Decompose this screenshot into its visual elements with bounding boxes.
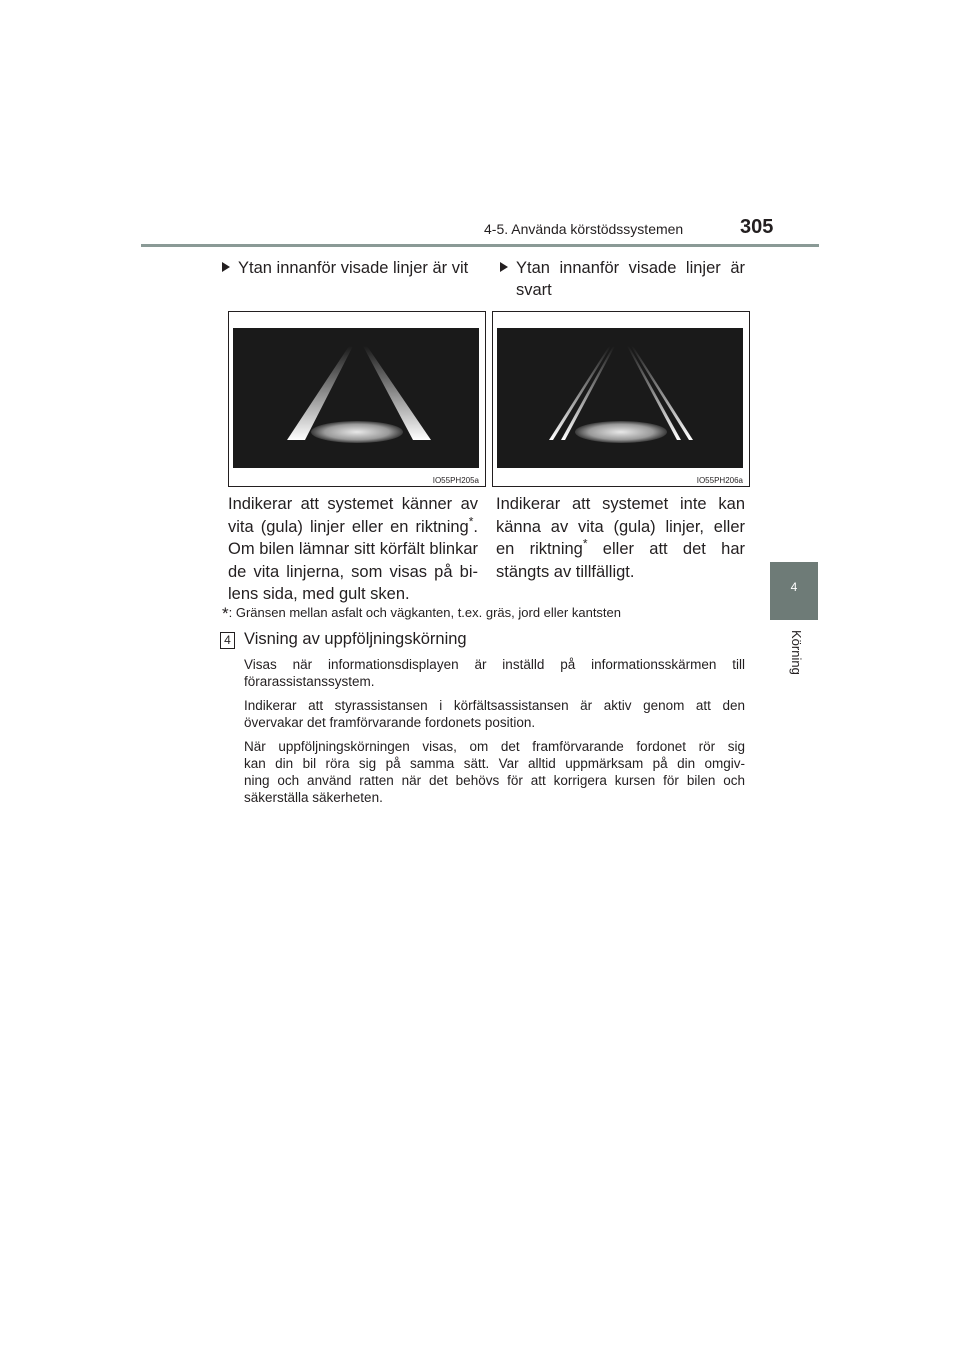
left-description: Indikerar att systemet känner av vita (gula) linjer eller en riktning*. Om bilen lämnar sitt körfält blinkar de vita linjerna, som visas på bi- lens sida, med gult sken. [228, 495, 478, 603]
left-figure-white-lines [228, 311, 486, 487]
right-figure-black-lines [492, 311, 750, 487]
right-column-heading: Ytan innanför visade linjer är svart [500, 257, 745, 301]
triangle-bullet-icon [500, 262, 508, 272]
left-column-heading: Ytan innanför visade linjer är vit [222, 257, 484, 279]
figure-code: IO55PH206a [696, 476, 743, 485]
footnote-marker: * [582, 536, 588, 551]
header-divider [141, 244, 819, 247]
chapter-label: Körning [789, 630, 804, 675]
lane-display-white-illustration [229, 312, 485, 486]
footnote: *: Gränsen mellan asfalt och vägkanten, t.ex. gräs, jord eller kantsten [222, 604, 621, 623]
triangle-bullet-icon [222, 262, 230, 272]
item-paragraph-1: Visas när informationsdisplayen är inställd på informationsskärmen till förarassistanssystem. [244, 657, 745, 689]
right-description: Indikerar att systemet inte kan känna av vita (gula) linjer, eller en riktning* eller att det har stängts av tillfälligt. [496, 495, 745, 581]
section-title: 4-5. Använda körstödssystemen [484, 221, 684, 237]
item-title: Visning av uppföljningskörning [244, 630, 467, 648]
item-paragraph-2: Indikerar att styrassistansen i körfältsassistansen är aktiv genom att den övervakar det framförvarande fordonets position. [244, 698, 745, 730]
footnote-star: * [222, 604, 229, 623]
chapter-tab [770, 562, 818, 620]
numbered-box-icon: 4 [220, 632, 235, 649]
footnote-marker: * [468, 514, 474, 528]
lane-display-black-illustration [493, 312, 749, 486]
chapter-number: 4 [790, 580, 798, 594]
item-paragraph-3: När uppföljningskörningen visas, om det framförvarande fordonet rör sig kan din bil röra sig på samma sätt. Var alltid uppmärksam på din omgiv- ning och använd ratten när det behövs för att korrigera kursen för bilen och säkerställa säkerheten. [244, 739, 745, 805]
figure-code: IO55PH205a [432, 476, 479, 485]
page-number: 305 [740, 216, 774, 238]
